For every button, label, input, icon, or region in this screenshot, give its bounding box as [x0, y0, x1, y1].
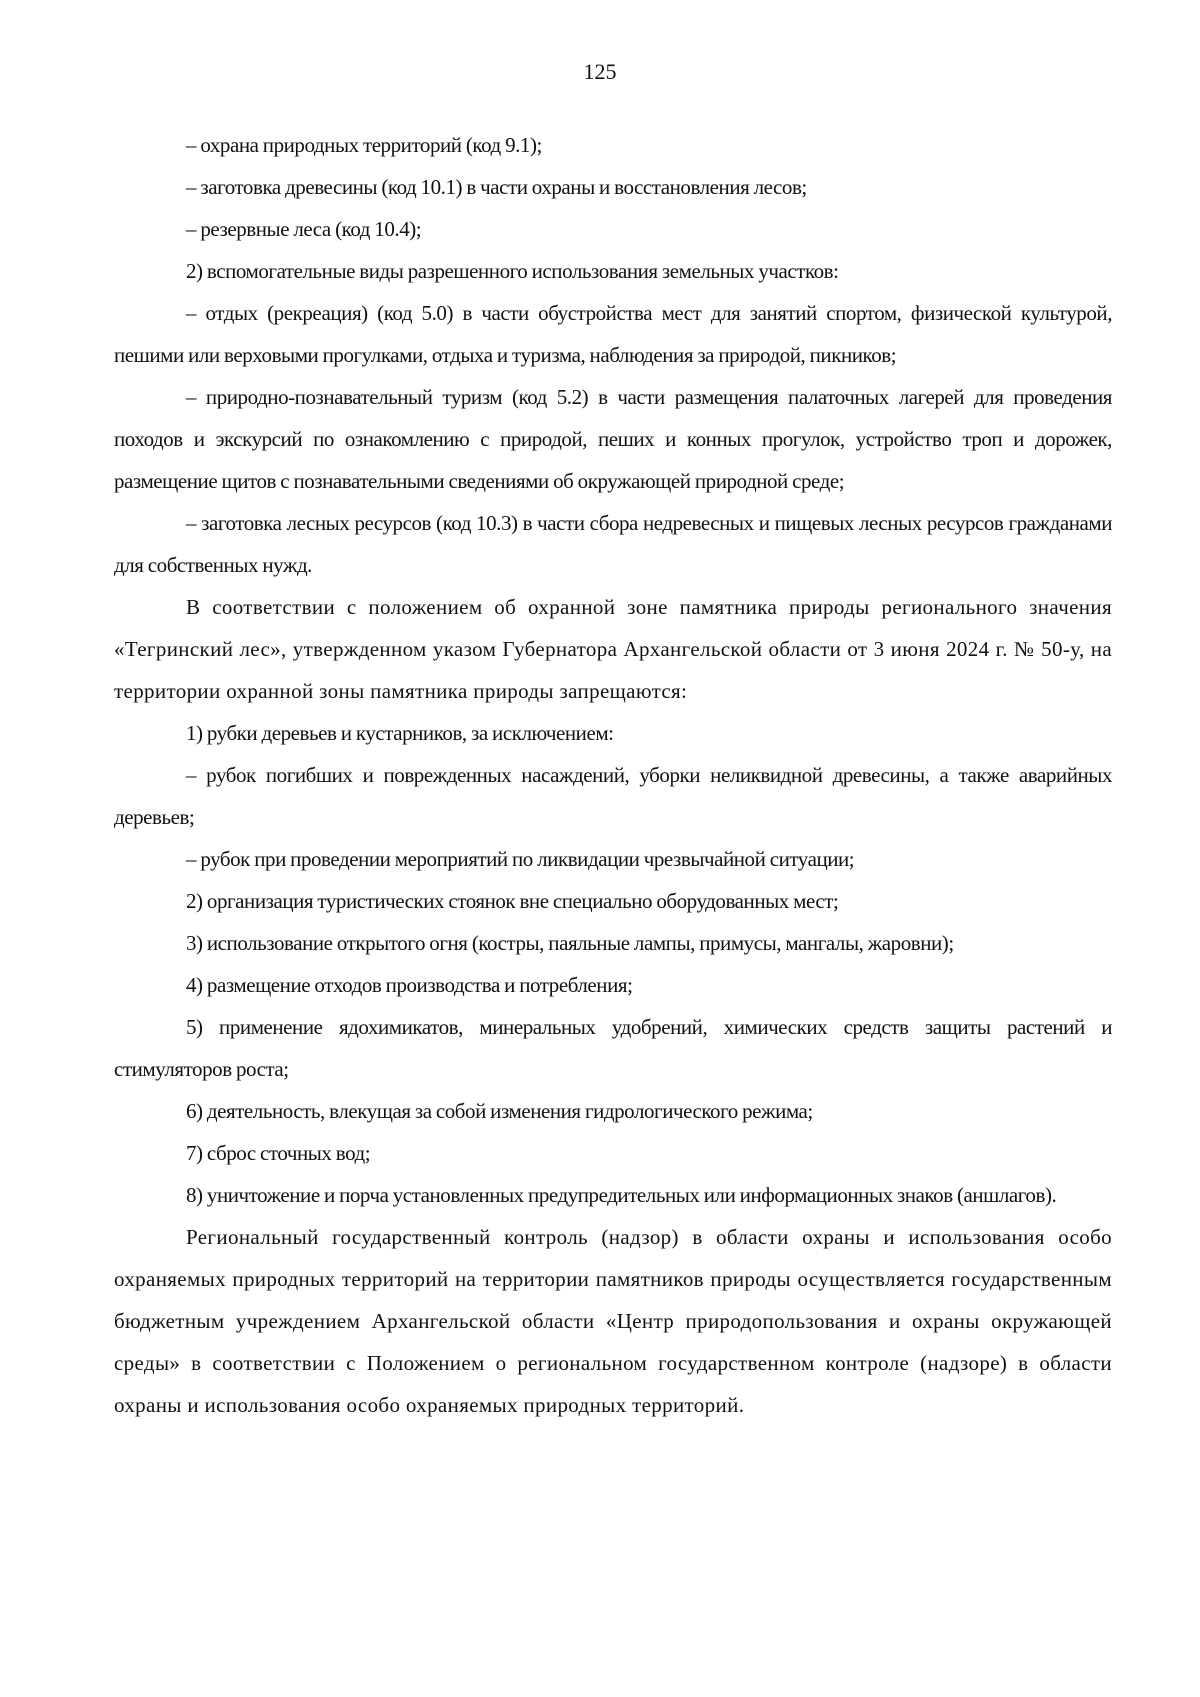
protection-zone-paragraph: В соответствии с положением об охранной зоне памятника природы регионального значения «Тегринский лес», утвержденном указом Губернатора Архангельской области от 3 июня 2024 г. № 50-у, на территории охранной зоны памятника природы запрещаются:	[114, 595, 1112, 703]
list-item-forest-resources: – заготовка лесных ресурсов (код 10.3) в части сбора недревесных и пищевых лесных ресурсов гражданами для собственных нужд.	[114, 511, 1112, 577]
document-body	[114, 124, 1112, 1426]
list-item-reserve-forests: – резервные леса (код 10.4);	[186, 217, 422, 241]
list-item-recreation: – отдых (рекреация) (код 5.0) в части обустройства мест для занятий спортом, физической культурой, пешими или верховыми прогулками, отдыха и туризма, наблюдения за природой, пикников;	[114, 301, 1112, 367]
regional-control-paragraph: Региональный государственный контроль (надзор) в области охраны и использования особо охраняемых природных территорий на территории памятников природы осуществляется государственным бюджетным учреждением Архангельской области «Центр природопользования и охраны окружающей среды» в соответствии с Положением о региональном государственном контроле (надзоре) в области охраны и использования особо охраняемых природных территорий.	[114, 1225, 1112, 1417]
prohibition-item-5: 5) применение ядохимикатов, минеральных удобрений, химических средств защиты растений и стимуляторов роста;	[114, 1015, 1112, 1081]
prohibition-item-8: 8) уничтожение и порча установленных предупредительных или информационных знаков (аншлагов).	[186, 1183, 1057, 1207]
prohibition-item-3: 3) использование открытого огня (костры, паяльные лампы, примусы, мангалы, жаровни);	[186, 931, 954, 955]
prohibition-item-4: 4) размещение отходов производства и потребления;	[186, 973, 633, 997]
prohibition-subitem-emergency: – рубок при проведении мероприятий по ликвидации чрезвычайной ситуации;	[186, 847, 855, 871]
list-item-nature-protection: – охрана природных территорий (код 9.1);	[186, 133, 542, 157]
prohibition-item-2: 2) организация туристических стоянок вне специально оборудованных мест;	[186, 889, 839, 913]
list-item-timber-harvesting: – заготовка древесины (код 10.1) в части охраны и восстановления лесов;	[186, 175, 807, 199]
page-number: 125	[583, 59, 617, 84]
prohibition-item-6: 6) деятельность, влекущая за собой изменения гидрологического режима;	[186, 1099, 813, 1123]
prohibition-item-1: 1) рубки деревьев и кустарников, за исключением:	[186, 721, 614, 745]
list-item-eco-tourism: – природно-познавательный туризм (код 5.2) в части размещения палаточных лагерей для проведения походов и экскурсий по ознакомлению с природой, пеших и конных прогулок, устройство троп и дорожек, размещение щитов с познавательными сведениями об окружающей природной среде;	[114, 385, 1112, 493]
auxiliary-uses-heading: 2) вспомогательные виды разрешенного использования земельных участков:	[186, 259, 839, 283]
prohibition-item-7: 7) сброс сточных вод;	[186, 1141, 371, 1165]
prohibition-subitem-dead-trees: – рубок погибших и поврежденных насаждений, уборки неликвидной древесины, а также аварийных деревьев;	[114, 763, 1112, 829]
